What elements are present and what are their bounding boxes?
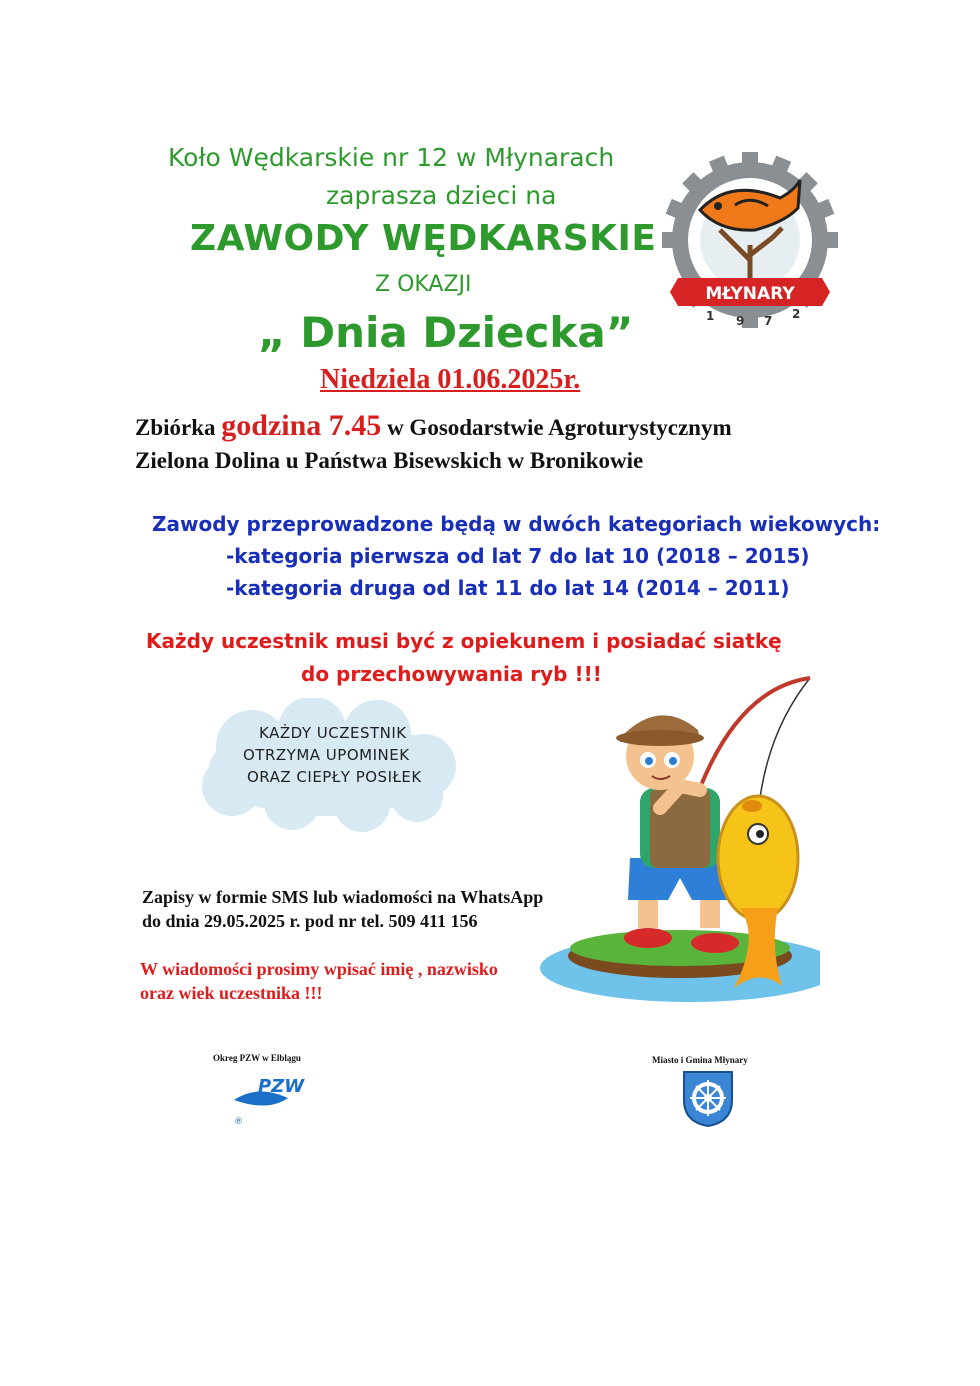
category-second: -kategoria druga od lat 11 do lat 14 (2014 – 2011) <box>226 576 790 600</box>
pzw-district-label: Okreg PZW w Elblągu <box>213 1053 301 1063</box>
gathering-info <box>135 409 732 477</box>
message-line: oraz wiek uczestnika !!! <box>140 983 323 1003</box>
pzw-logo-text: PZW <box>258 1076 305 1097</box>
age-categories <box>152 508 880 604</box>
gathering-time: godzina 7.45 <box>221 409 382 442</box>
requirement-line: Każdy uczestnik musi być z opiekunem i posiadać siatkę <box>146 629 782 653</box>
emblem-year-digit: 9 <box>736 314 745 328</box>
municipality-label: Miasto i Gmina Młynary <box>652 1055 748 1065</box>
boy-fishing-illustration <box>520 668 820 1018</box>
signup-info <box>142 885 543 933</box>
gathering-prefix: Zbiórka <box>135 415 222 440</box>
club-name-line: Koło Wędkarskie nr 12 w Młynarach <box>168 143 615 172</box>
cloud-message <box>243 722 422 788</box>
childrens-day-title: „ Dnia Dziecka” <box>258 308 634 357</box>
signup-phone-line: do dnia 29.05.2025 r. pod nr tel. 509 411 156 <box>142 911 478 931</box>
cloud-line: OTRZYMA UPOMINEK <box>243 746 410 764</box>
message-line: W wiadomości prosimy wpisać imię , nazwisko <box>140 959 498 979</box>
emblem-year-digit: 7 <box>764 314 773 328</box>
municipality-coat-of-arms <box>678 1068 738 1128</box>
registered-mark: ® <box>234 1117 243 1127</box>
event-date: Niedziela 01.06.2025r. <box>320 364 581 395</box>
emblem-year-digit: 1 <box>706 309 715 323</box>
pzw-logo <box>228 1068 310 1128</box>
gathering-address: Zielona Dolina u Państwa Bisewskich w Bronikowie <box>135 448 644 473</box>
cloud-line: KAŻDY UCZESTNIK <box>259 724 407 742</box>
emblem-banner-text: MŁYNARY <box>705 284 795 304</box>
cloud-line: ORAZ CIEPŁY POSIŁEK <box>247 768 422 786</box>
occasion-label: Z OKAZJI <box>375 272 472 297</box>
signup-line: Zapisy w formie SMS lub wiadomości na WhatsApp <box>142 887 544 907</box>
category-first: -kategoria pierwsza od lat 7 do lat 10 (2018 – 2015) <box>226 544 810 568</box>
club-emblem-logo <box>660 150 840 330</box>
message-instructions <box>140 957 498 1005</box>
gathering-place: w Gosodarstwie Agroturystycznym <box>381 415 732 440</box>
categories-intro: Zawody przeprowadzone będą w dwóch kategoriach wiekowych: <box>152 512 881 536</box>
event-title: ZAWODY WĘDKARSKIE <box>190 218 657 259</box>
invitation-line: zaprasza dzieci na <box>326 181 557 210</box>
emblem-year-digit: 2 <box>792 307 801 321</box>
requirement-line: do przechowywania ryb !!! <box>301 662 602 686</box>
